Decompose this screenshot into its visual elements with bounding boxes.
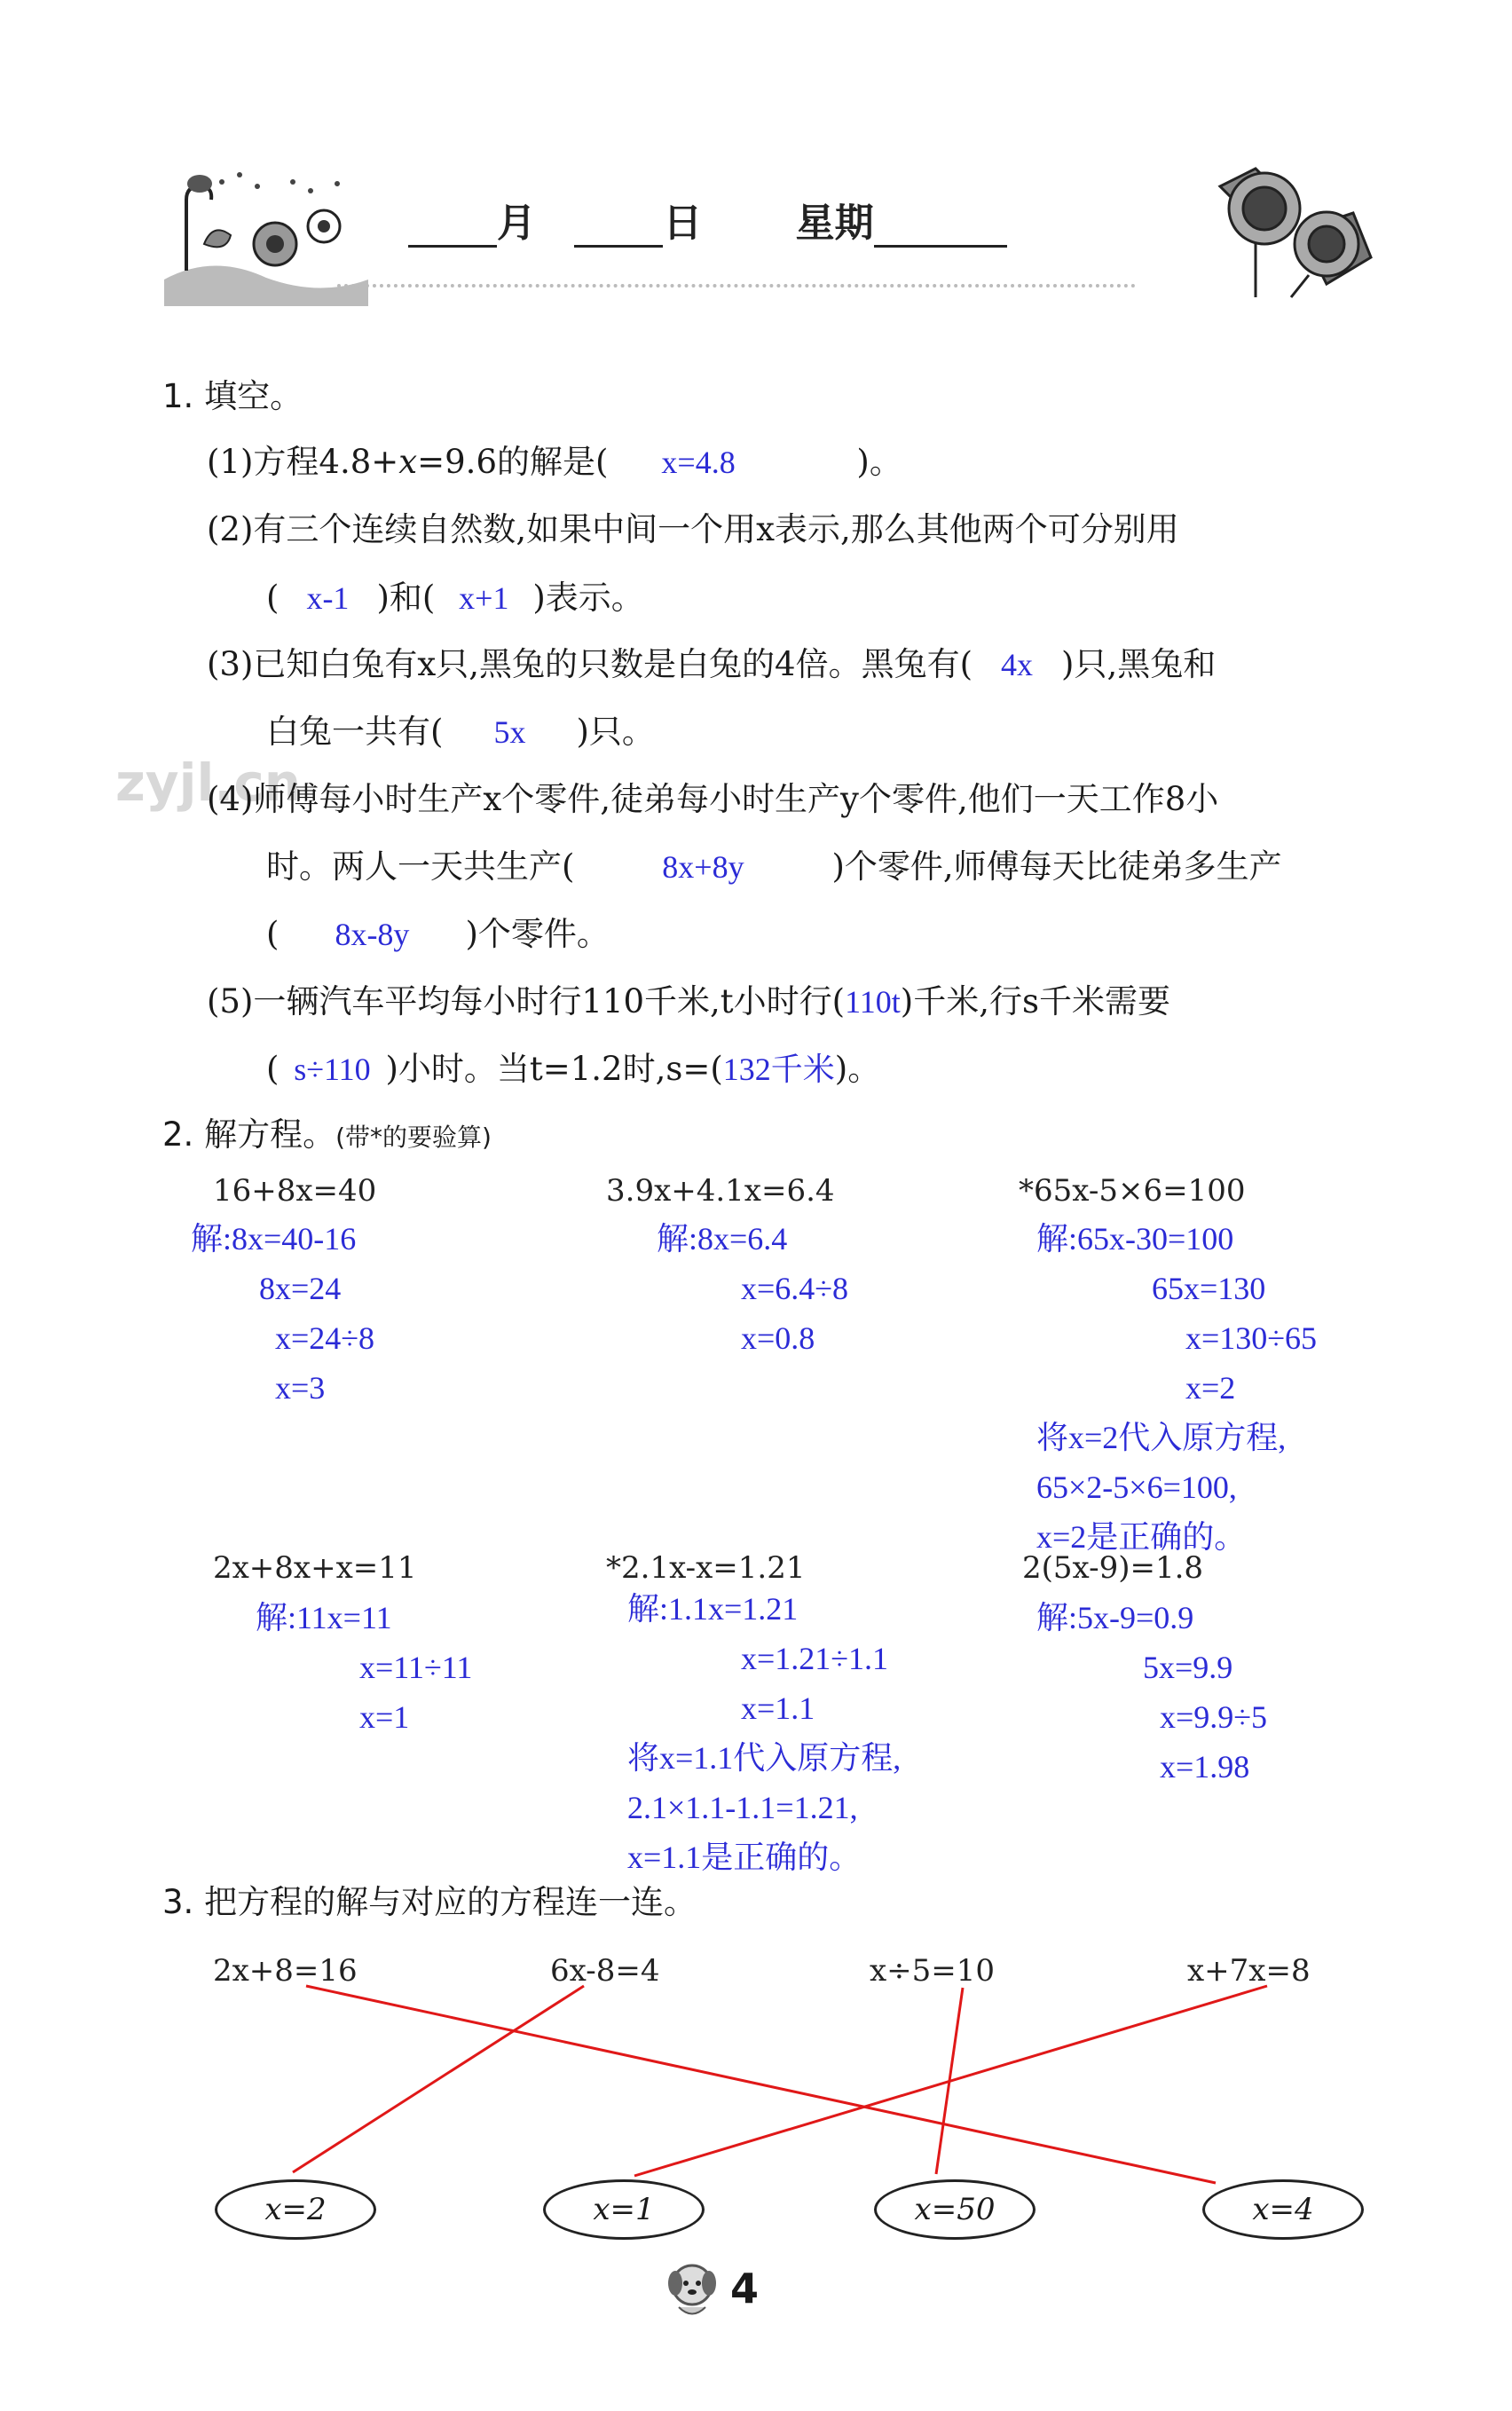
solution-oval-1: x=2 [215, 2179, 376, 2240]
fill-item-4-line2: 时。两人一天共生产( 8x+8y )个零件,师傅每天比徒弟多生产 [266, 847, 1282, 886]
fill-item-2-line2: ( x-1 )和( x+1 )表示。 [266, 579, 644, 617]
fill-item-5-line1: (5)一辆汽车平均每小时行110千米,t小时行(110t)千米,行s千米需要 [207, 982, 1170, 1020]
answer-3b: 5x [493, 714, 526, 750]
step: x=130÷65 [1185, 1320, 1318, 1356]
answer-3a: 4x [1001, 647, 1034, 682]
day-label: 日 [663, 201, 703, 246]
step: x=1.1 [741, 1690, 815, 1726]
answer-4a: 8x+8y [662, 849, 744, 885]
match-equation-3: x÷5=10 [870, 1953, 996, 1989]
equation-1: 16+8x=40 [213, 1173, 377, 1209]
section3-title: 3. 把方程的解与对应的方程连一连。 [162, 1883, 697, 1921]
answer-4b: 8x-8y [335, 917, 410, 952]
step: 解:1.1x=1.21 [627, 1591, 799, 1627]
solution-oval-3: x=50 [874, 2179, 1036, 2240]
step: x=1.21÷1.1 [741, 1641, 889, 1676]
match-line [634, 1986, 1267, 2176]
answer-2a: x-1 [306, 580, 350, 616]
step: 将x=2代入原方程, [1036, 1420, 1287, 1455]
equation-2: 3.9x+4.1x=6.4 [606, 1173, 835, 1209]
fill-item-3-line2: 白兔一共有( 5x )只。 [266, 713, 655, 751]
step: 解:8x=40-16 [191, 1221, 357, 1257]
answer-5b: s÷110 [294, 1052, 371, 1087]
equation-3: *65x-5×6=100 [1019, 1173, 1246, 1209]
fill-item-4-line1: (4)师傅每小时生产x个零件,徒弟每小时生产y个零件,他们一天工作8小 [207, 780, 1219, 818]
step: x=2 [1185, 1370, 1236, 1406]
step: x=24÷8 [275, 1320, 375, 1356]
fill-item-4-line3: ( 8x-8y )个零件。 [266, 915, 610, 953]
puppy-icon [661, 2258, 723, 2320]
fill-item-3-line1: (3)已知白兔有x只,黑兔的只数是白兔的4倍。黑兔有( 4x )只,黑兔和 [207, 645, 1217, 683]
equation-6: 2(5x-9)=1.8 [1022, 1550, 1204, 1586]
month-label: 月 [497, 201, 536, 246]
match-equation-2: 6x-8=4 [550, 1953, 660, 1989]
step: x=3 [275, 1370, 326, 1406]
answer-2b: x+1 [459, 580, 509, 616]
step: 解:11x=11 [256, 1600, 392, 1635]
answer-5c: 132千米 [722, 1052, 835, 1087]
step: x=11÷11 [359, 1650, 473, 1685]
section2-title: 2. 解方程。(带*的要验算) [162, 1115, 492, 1154]
step: 解:5x-9=0.9 [1036, 1600, 1194, 1635]
step: x=1 [359, 1699, 410, 1735]
step: x=9.9÷5 [1160, 1699, 1268, 1735]
section2-note: (带*的要验算) [335, 1123, 492, 1152]
answer-1: x=4.8 [661, 445, 736, 480]
step: 8x=24 [259, 1271, 342, 1306]
step: 5x=9.9 [1143, 1650, 1233, 1685]
answer-5a: 110t [845, 984, 901, 1020]
fill-item-2-line1: (2)有三个连续自然数,如果中间一个用x表示,那么其他两个可分别用 [207, 510, 1179, 548]
step: 将x=1.1代入原方程, [627, 1740, 902, 1776]
step: x=2是正确的。 [1036, 1519, 1247, 1555]
equation-5: *2.1x-x=1.21 [606, 1550, 806, 1586]
step: 解:65x-30=100 [1036, 1221, 1234, 1257]
step: 65×2-5×6=100, [1036, 1469, 1237, 1505]
step: x=6.4÷8 [741, 1271, 849, 1306]
equation-4: 2x+8x+x=11 [213, 1550, 417, 1586]
step: 2.1×1.1-1.1=1.21, [627, 1790, 858, 1825]
step: 65x=130 [1152, 1271, 1266, 1306]
match-equation-1: 2x+8=16 [213, 1953, 358, 1989]
page-number: 4 [730, 2265, 760, 2313]
match-line [306, 1986, 1216, 2183]
watermark: zyjl.cn [115, 752, 302, 813]
section1-title: 1. 填空。 [162, 377, 303, 415]
step: x=0.8 [741, 1320, 815, 1356]
step: 解:8x=6.4 [657, 1221, 788, 1257]
solution-oval-2: x=1 [543, 2179, 705, 2240]
solution-oval-4: x=4 [1202, 2179, 1364, 2240]
weekday-label: 星期 [795, 201, 874, 246]
step: x=1.98 [1160, 1749, 1250, 1785]
match-equation-4: x+7x=8 [1187, 1953, 1311, 1989]
fill-item-1: (1)方程4.8+x=9.6的解是( x=4.8 )。 [207, 443, 902, 481]
fill-item-5-line2: ( s÷110 )小时。当t=1.2时,s=(132千米)。 [266, 1050, 881, 1088]
step: x=1.1是正确的。 [627, 1840, 862, 1875]
